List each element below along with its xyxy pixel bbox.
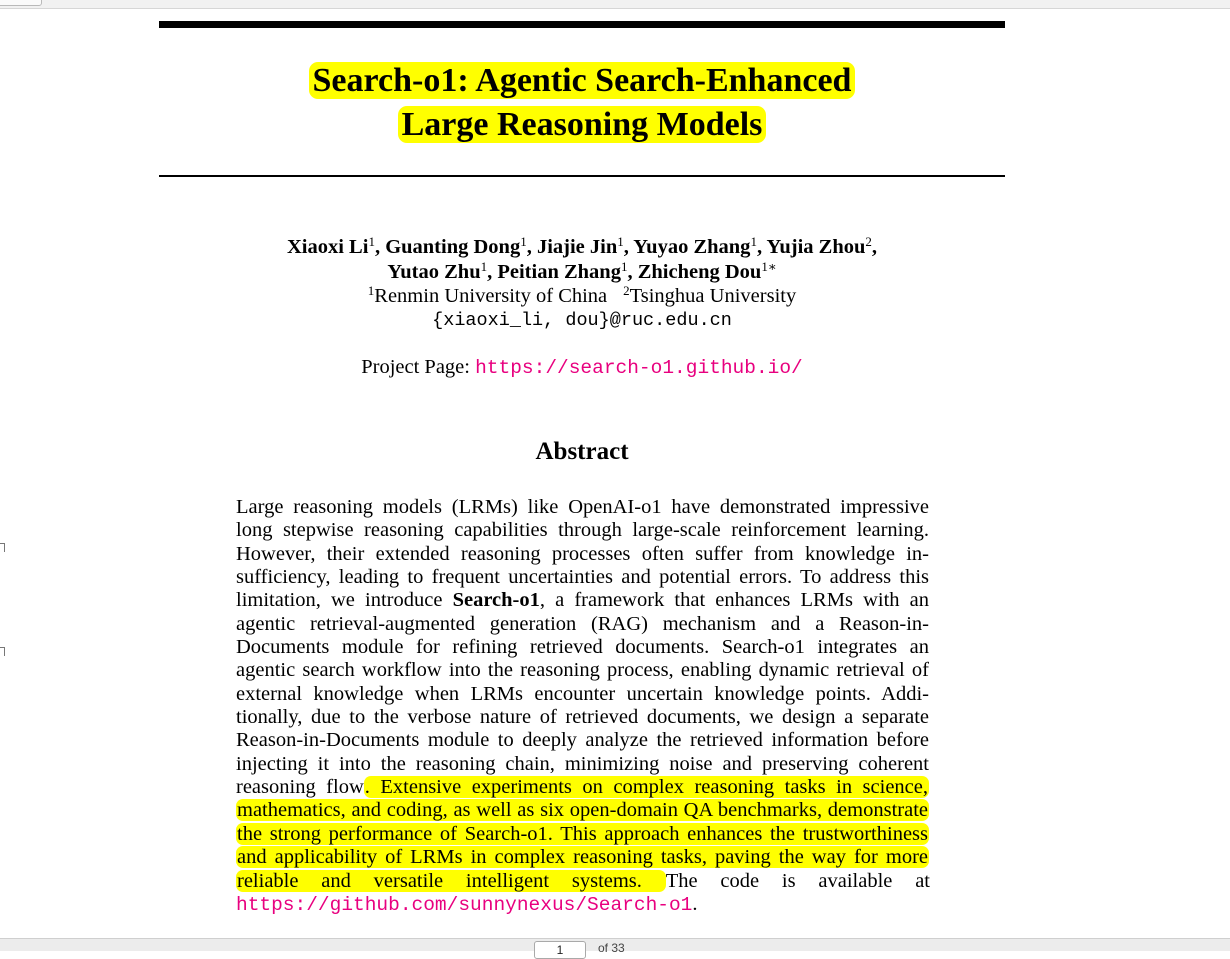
page-number-input[interactable] <box>534 941 586 959</box>
author-name: Zhicheng Dou <box>637 260 762 283</box>
title-top-rule <box>159 21 1005 28</box>
title-line-1: Search-o1: Agentic Search-Enhanced <box>309 62 856 99</box>
abstract-heading: Abstract <box>535 438 629 465</box>
affiliation-name: Renmin University of China <box>374 285 608 307</box>
author-separator: , <box>487 260 498 283</box>
pdf-page <box>0 9 1230 939</box>
author-name: Xiaoxi Li <box>286 236 369 258</box>
author-affil-sup: 1 <box>368 234 375 249</box>
project-page-link[interactable]: https://search-o1.github.io/ <box>475 357 803 379</box>
margin-crop-mark <box>0 543 5 552</box>
affil-sup: 1 <box>367 283 375 298</box>
author-separator: , <box>623 236 634 258</box>
affil-sup: 2 <box>623 283 630 298</box>
title-bottom-rule <box>159 175 1005 177</box>
title-line-2: Large Reasoning Models <box>398 106 767 143</box>
author-separator: , <box>374 236 386 258</box>
author-affil-sup: 1∗ <box>761 258 777 274</box>
author-affil-sup: 1 <box>480 258 488 274</box>
author-affil-sup: 2 <box>865 234 872 249</box>
abstract-end: . <box>692 892 698 915</box>
author-name: Peitian Zhang <box>497 260 621 283</box>
author-affil-sup: 1 <box>520 234 527 249</box>
project-page-label: Project Page: <box>361 356 476 378</box>
author-email: {xiaoxi_li, dou}@ruc.edu.cn <box>432 309 732 331</box>
author-separator: , <box>756 236 767 258</box>
project-page-line <box>159 354 1005 381</box>
author-block <box>159 235 1005 333</box>
margin-crop-mark <box>0 647 5 656</box>
affiliation-name: Tsinghua University <box>629 285 797 307</box>
author-affil-sup: 1 <box>620 258 628 274</box>
author-list <box>159 235 1005 284</box>
author-affil-sup: 1 <box>750 234 757 249</box>
abstract-text: The code is available at <box>665 869 930 892</box>
author-name: Yutao Zhu <box>387 260 481 283</box>
affiliations <box>159 284 1005 309</box>
abstract-body <box>236 496 929 917</box>
author-affil-sup: 1 <box>617 234 624 249</box>
author-name: Yuyao Zhang <box>633 236 751 258</box>
toolbar-tab[interactable] <box>0 0 42 6</box>
paper-title <box>159 59 1005 147</box>
viewer-top-toolbar <box>0 0 1230 9</box>
author-separator: , <box>871 236 878 258</box>
code-repo-link[interactable]: https://github.com/sunnynexus/Search-o1 <box>236 893 693 916</box>
author-separator: , <box>526 236 537 258</box>
page-count-label: of 33 <box>598 941 625 955</box>
author-name: Guanting Dong <box>385 236 521 258</box>
viewer-bottom-toolbar <box>0 938 1230 955</box>
author-name: Yujia Zhou <box>766 236 866 258</box>
author-separator: , <box>627 260 638 283</box>
abstract-bold-name: Search-o1 <box>452 589 540 612</box>
abstract-highlighted-text: . Extensive experiments on complex reasoning tasks in science, mathematics, and coding, as well as six open-domain QA benchmarks, demonstrate the strong performance of Search-o1. This approach enhances the trustworthiness and applicability of LRMs in complex reasoning tasks, paving the way for more reliable and versatile intelligent systems. <box>237 776 928 892</box>
author-name: Jiajie Jin <box>536 236 618 258</box>
abstract-text: Large reasoning models (LRMs) like OpenAI-o1 have demonstrated impressive long stepwise reasoning capabilities through large-scale reinforcement learning. However, their extended reasoning processes often suffer from knowledge insufficiency, leading to frequent uncertainties and potential errors. To address this limitation, we introduce <box>236 496 929 612</box>
abstract-text: , a framework that enhances LRMs with an agentic retrieval-augmented generation (RAG) mechanism and a Reason-in-Documents module for refining retrieved documents. Search-o1 integrates an agentic search workflow into the reasoning process, enabling dynamic retrieval of external knowledge when LRMs encounter uncertain knowledge points. Additionally, due to the verbose nature of retrieved documents, we design a separate Reason-in-Documents module to deeply analyze the retrieved information before injecting it into the reasoning chain, minimizing noise and preserving coherent reasoning flow <box>236 589 929 799</box>
